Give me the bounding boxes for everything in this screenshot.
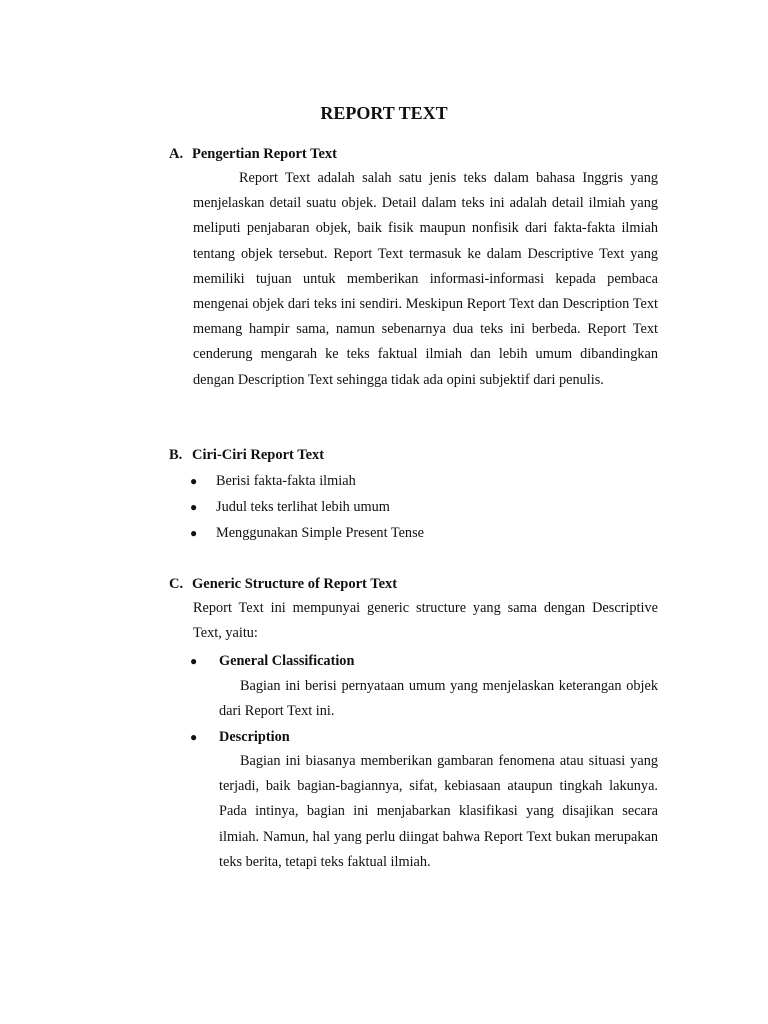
list-item: ● Berisi fakta-fakta ilmiah (190, 473, 356, 489)
section-a-heading (169, 144, 337, 164)
section-b-letter: B. (169, 447, 183, 463)
section-c-heading (169, 574, 397, 594)
section-a-title: Pengertian Report Text (192, 146, 337, 162)
section-b-heading (169, 445, 324, 465)
list-item (190, 727, 290, 747)
section-a-paragraph: Report Text adalah salah satu jenis teks dalam bahasa Inggris yang menjelaskan detail suatu objek. Detail dalam teks ini adalah detail ilmiah yang meliputi penjabaran objek, baik fisik maupun nonfisik dari fakta-fakta ilmiah tentang objek tersebut. Report Text termasuk ke dalam Descriptive Text yang memiliki tujuan untuk memberikan informasi-informasi kepada pembaca mengenai objek dari teks ini sendiri. Meskipun Report Text dan Description Text memang hampir sama, namun sebenarnya dua teks ini berbeda. Report Text cenderung mengarah ke teks faktual ilmiah dan lebih umum dibandingkan dengan Description Text sehingga tidak ada opini subjektif dari penulis. (193, 170, 658, 388)
section-a-paragraph-block (193, 166, 658, 393)
section-c-intro: Report Text ini mempunyai generic structure yang sama dengan Descriptive Text, yaitu: (193, 600, 658, 642)
bullet-icon: ● (190, 474, 198, 488)
part-description-block (219, 749, 658, 875)
part-description: Bagian ini biasanya memberikan gambaran fenomena atau situasi yang terjadi, baik bagian-bagiannya, sifat, kebiasaan ataupun tingkah lakunya. Pada intinya, bagian ini menjabarkan klasifikasi yang disajikan secara ilmiah. Namun, hal yang perlu diingat bahwa Report Text bukan merupakan teks berita, tetapi teks faktual ilmiah. (219, 753, 658, 870)
section-c-title: Generic Structure of Report Text (192, 576, 398, 592)
part-label: General Classification (219, 653, 355, 669)
part-description-block (219, 674, 658, 724)
page-title: REPORT TEXT (320, 103, 448, 123)
list-item: ● Judul teks terlihat lebih umum (190, 499, 390, 515)
list-item (190, 651, 354, 671)
section-b-title: Ciri-Ciri Report Text (192, 447, 325, 463)
bullet-icon: ● (190, 730, 198, 744)
bullet-icon: ● (190, 654, 198, 668)
section-a-letter: A. (169, 146, 184, 162)
bullet-icon: ● (190, 500, 198, 514)
bullet-icon: ● (190, 526, 198, 540)
section-c-letter: C. (169, 576, 184, 592)
part-label: Description (219, 729, 290, 745)
part-description: Bagian ini berisi pernyataan umum yang menjelaskan keterangan objek dari Report Text ini. (219, 678, 658, 720)
list-item: ● Menggunakan Simple Present Tense (190, 525, 424, 541)
